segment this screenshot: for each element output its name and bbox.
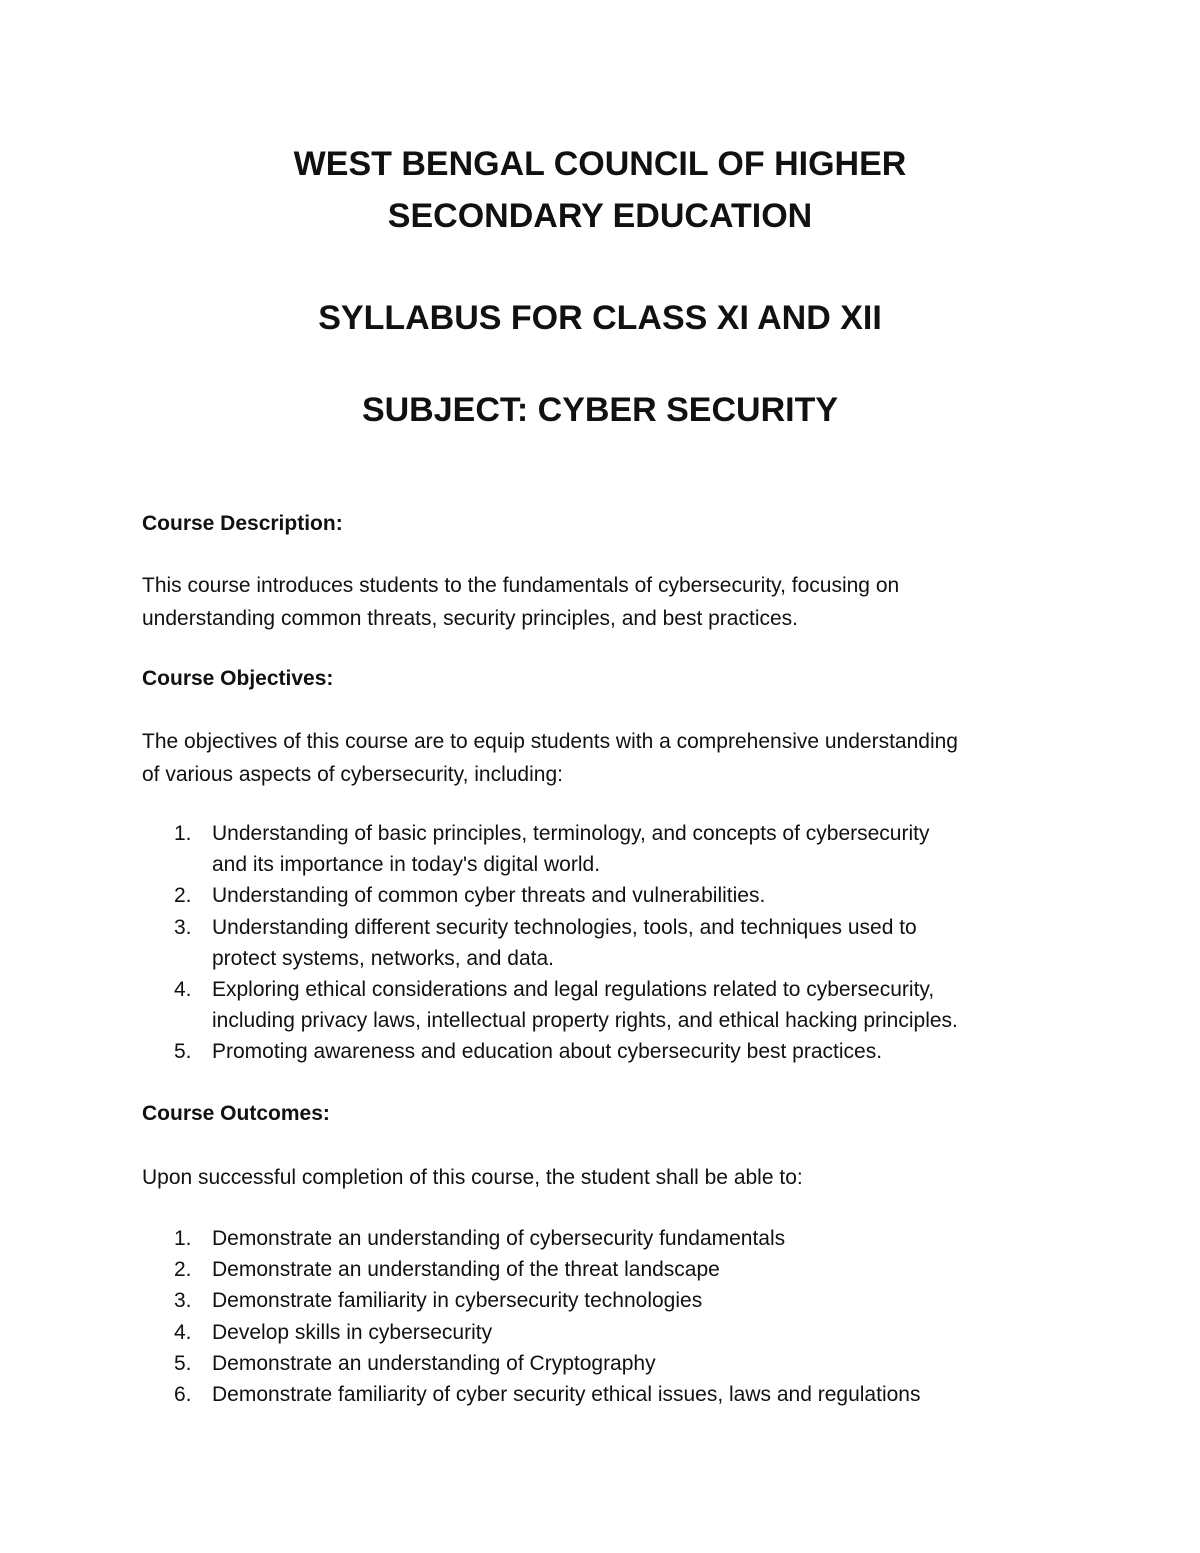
course-description-line2: understanding common threats, security principles, and best practices. — [142, 607, 798, 630]
objective-item — [142, 880, 1082, 911]
objective-number: 4. — [174, 978, 192, 1002]
outcome-number: 2. — [174, 1258, 192, 1282]
objective-text-line1: Understanding different security technologies, tools, and techniques used to — [212, 915, 917, 939]
objective-text-line1: Understanding of basic principles, terminology, and concepts of cybersecurity — [212, 822, 930, 845]
objectives-list — [142, 818, 1082, 1068]
course-outcomes-label: Course Outcomes: — [142, 1102, 330, 1125]
outcome-text: Demonstrate an understanding of the threat landscape — [212, 1258, 720, 1282]
outcome-text: Demonstrate familiarity of cyber security ethical issues, laws and regulations — [212, 1383, 921, 1407]
outcome-number: 3. — [174, 1289, 192, 1313]
outcome-item — [142, 1223, 1082, 1254]
outcomes-list — [142, 1223, 1082, 1410]
outcome-item — [142, 1348, 1082, 1379]
outcome-text: Develop skills in cybersecurity — [212, 1320, 493, 1344]
outcome-number: 5. — [174, 1351, 192, 1375]
course-description-text — [142, 569, 1062, 635]
outcome-item — [142, 1254, 1082, 1285]
objective-number: 3. — [174, 915, 192, 939]
outcome-number: 1. — [174, 1227, 192, 1250]
objective-text-line2: including privacy laws, intellectual property rights, and ethical hacking principles. — [212, 1009, 958, 1033]
objective-item — [142, 1036, 1082, 1067]
course-objectives-intro-line2: of various aspects of cybersecurity, including: — [142, 763, 563, 786]
outcome-item — [142, 1317, 1082, 1348]
objective-text-line1: Promoting awareness and education about cybersecurity best practices. — [212, 1040, 883, 1064]
course-outcomes-intro: Upon successful completion of this course, the student shall be able to: — [142, 1166, 803, 1189]
course-objectives-intro — [142, 725, 1062, 791]
outcome-number: 6. — [174, 1383, 192, 1407]
objective-number: 5. — [174, 1040, 192, 1064]
outcome-text: Demonstrate familiarity in cybersecurity technologies — [212, 1289, 703, 1313]
objective-item — [142, 912, 1082, 974]
objective-number: 1. — [174, 822, 192, 845]
course-objectives-intro-line1: The objectives of this course are to equip students with a comprehensive understanding — [142, 730, 958, 753]
outcome-text: Demonstrate an understanding of cybersecurity fundamentals — [212, 1227, 786, 1250]
council-title-line2: SECONDARY EDUCATION — [387, 197, 813, 235]
council-title-line1: WEST BENGAL COUNCIL OF HIGHER — [293, 145, 907, 183]
objective-number: 2. — [174, 884, 192, 908]
subject-heading: SUBJECT: CYBER SECURITY — [361, 391, 839, 429]
objective-text-line2: protect systems, networks, and data. — [212, 946, 554, 970]
objective-item — [142, 974, 1082, 1036]
objective-text-line1: Understanding of common cyber threats and vulnerabilities. — [212, 884, 766, 908]
course-description-label: Course Description: — [142, 512, 343, 535]
outcome-item — [142, 1285, 1082, 1316]
objective-item — [142, 818, 1082, 880]
council-title — [0, 138, 1200, 242]
course-description-line1: This course introduces students to the fundamentals of cybersecurity, focusing on — [142, 574, 900, 597]
syllabus-heading: SYLLABUS FOR CLASS XI AND XII — [318, 299, 882, 337]
objective-text-line1: Exploring ethical considerations and legal regulations related to cybersecurity, — [212, 978, 935, 1002]
course-objectives-label: Course Objectives: — [142, 667, 334, 690]
outcome-number: 4. — [174, 1320, 192, 1344]
outcome-item — [142, 1379, 1082, 1410]
outcome-text: Demonstrate an understanding of Cryptography — [212, 1351, 656, 1375]
objective-text-line2: and its importance in today's digital world. — [212, 853, 601, 877]
